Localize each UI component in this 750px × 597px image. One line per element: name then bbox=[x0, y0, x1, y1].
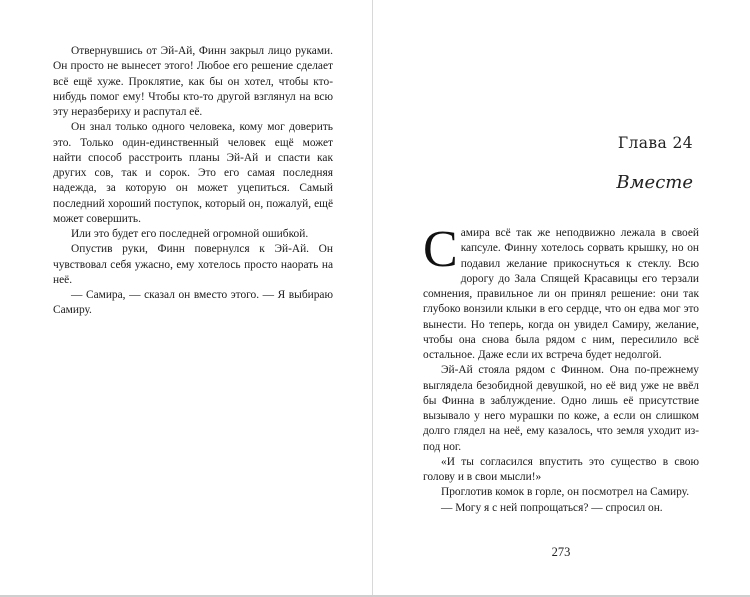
first-paragraph-text: амира всё так же неподвижно лежала в своей капсуле. Финну хотелось сорвать крышку, но он подавил желание прикоснуться к стеклу. Всю дорогу до Зала Спящей Красавицы его терзали сомнения, правильное ли он принял решение: они так глубоко вонзили клыки в его сердце, что он едва мог это вынести. Но теперь, когда он увидел Самиру, желание, чтобы она снова была рядом с ним, пересилило всё остальное. Даже если их встреча будет недолгой. bbox=[423, 227, 699, 361]
left-page bbox=[0, 0, 373, 597]
paragraph: Проглотив комок в горле, он посмотрел на Самиру. bbox=[441, 486, 690, 499]
paragraph: Эй-Ай стояла рядом с Финном. Она по-прежнему выглядела безобидной девушкой, но её вид уже не ввёл бы Финна в заблуждение. Одно лишь её присутствие вызывало у него мурашки по коже, а если он слишком долго глядел на неё, ему казалось, что земля уходит из-под ног. bbox=[423, 364, 699, 453]
paragraph: — Могу я с ней попрощаться? — спросил он. bbox=[441, 501, 663, 514]
chapter-title: Вместе bbox=[616, 172, 693, 193]
chapter-label: Глава 24 bbox=[617, 134, 693, 152]
first-paragraph bbox=[423, 221, 699, 363]
paragraph: Он знал только одного человека, кому мог доверить это. Только один-единственный человек ещё может найти способ расстроить планы Эй-Ай и спасти как других сов, так и сорок. Это его самая последняя надежда, за которую он может уцепиться. Самый последний хороший поступок, который он, пожалуй, ещё может совершить. bbox=[53, 121, 333, 225]
left-page-text bbox=[53, 44, 333, 319]
paragraph: Отвернувшись от Эй-Ай, Финн закрыл лицо руками. Он просто не вынесет этого! Любое его решение сделает всё ещё хуже. Проклятие, как бы он хотел, чтобы кто-нибудь помог ему! Чтобы кто-то другой взглянул на всю эту неразбериху и распутал её. bbox=[53, 45, 333, 118]
drop-cap: С bbox=[423, 221, 458, 278]
paragraph: Опустив руки, Финн повернулся к Эй-Ай. Он чувствовал себя ужасно, ему хотелось просто наорать на неё. bbox=[53, 243, 333, 286]
page-number: 273 bbox=[551, 545, 571, 559]
paragraph: Или это будет его последней огромной ошибкой. bbox=[71, 228, 309, 240]
right-page-text bbox=[423, 221, 699, 516]
paragraph: «И ты согласился впустить это существо в свою голову и в свои мысли!» bbox=[423, 455, 699, 483]
paragraph: — Самира, — сказал он вместо этого. — Я выбираю Самиру. bbox=[53, 289, 333, 317]
